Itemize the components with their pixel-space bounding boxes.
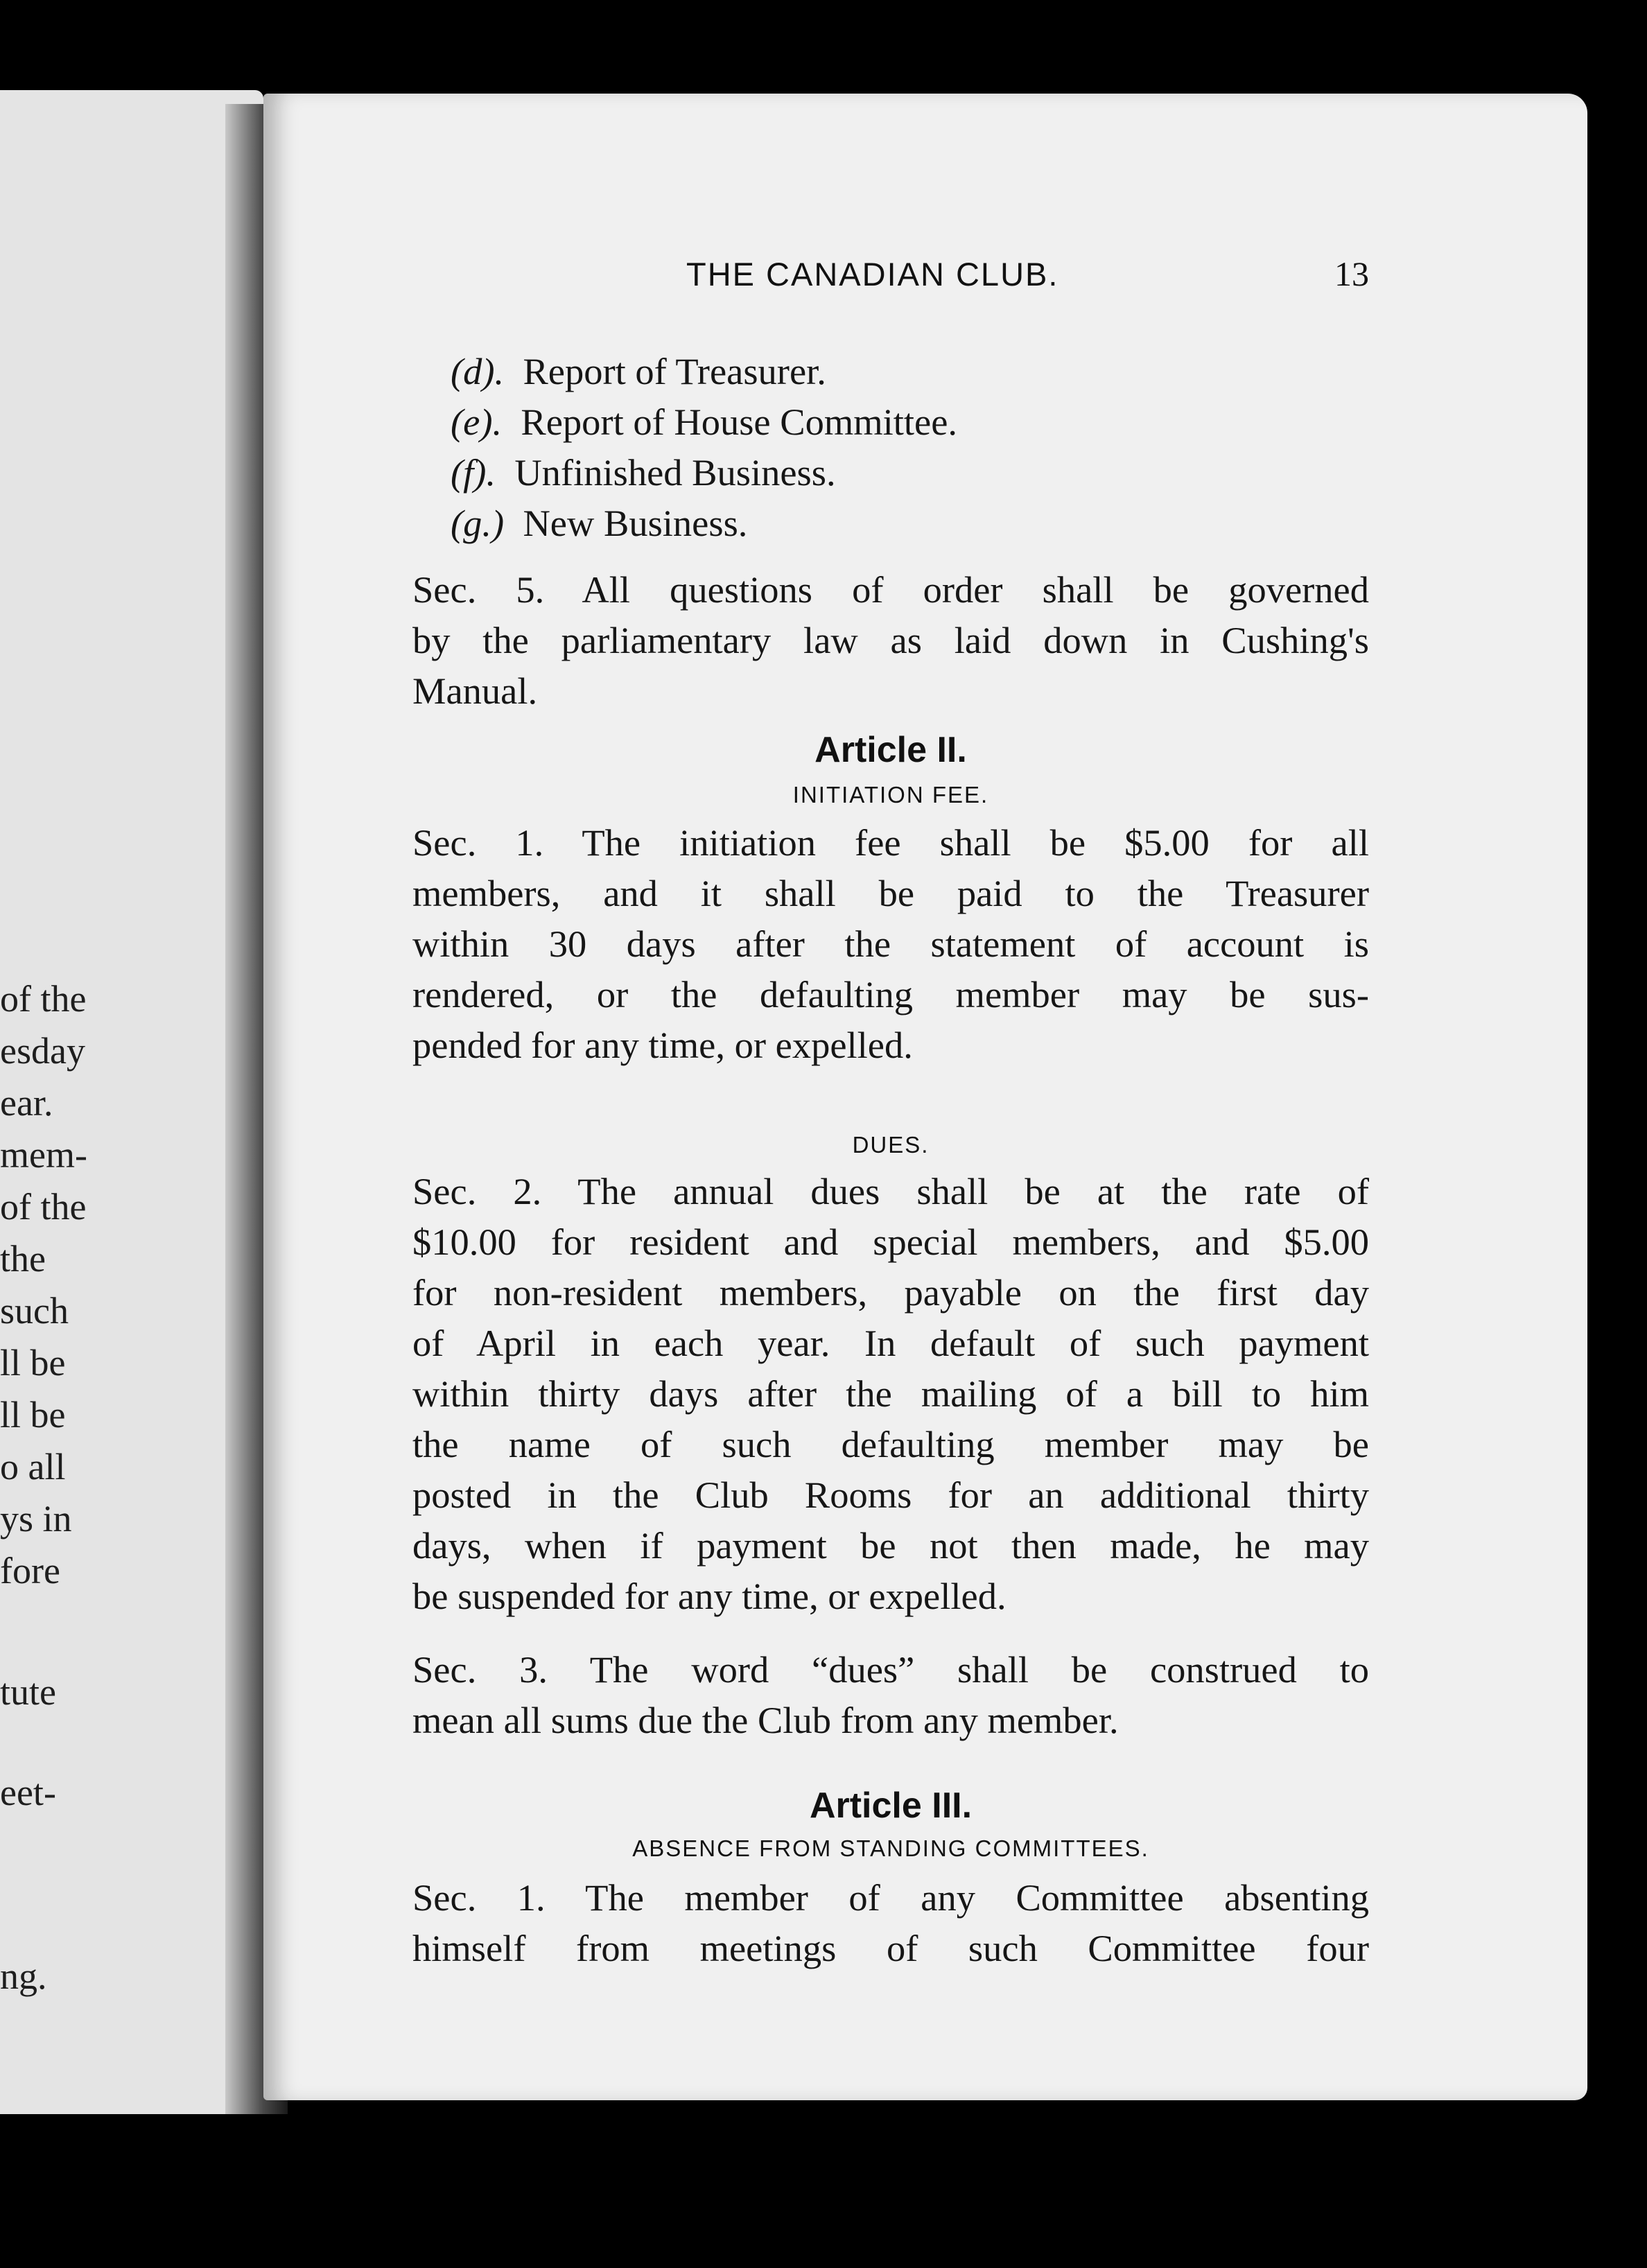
item-text: Unfinished Business. bbox=[514, 451, 836, 494]
left-page-fragment: such bbox=[0, 1290, 69, 1332]
left-page-fragment: the bbox=[0, 1238, 46, 1280]
left-page-fragment: ear. bbox=[0, 1082, 53, 1124]
item-label: (d). bbox=[451, 350, 505, 392]
left-facing-page bbox=[0, 90, 263, 2114]
article2-sec2-line: be suspended for any time, or expelled. bbox=[412, 1575, 1007, 1617]
item-text: Report of House Committee. bbox=[521, 401, 958, 443]
left-page-fragment: o all bbox=[0, 1446, 66, 1488]
article2-sec2-line: Sec. 2. The annual dues shall be at the rate of bbox=[412, 1170, 1369, 1212]
item-label: (e). bbox=[451, 401, 503, 443]
article2-sec2-line: within thirty days after the mailing of a bill to him bbox=[412, 1372, 1369, 1415]
sec5-line: by the parliamentary law as laid down in Cushing's bbox=[412, 619, 1369, 661]
article2-sec1-line: rendered, or the defaulting member may be sus- bbox=[412, 973, 1369, 1015]
page-number: 13 bbox=[1334, 254, 1369, 293]
item-label: (g.) bbox=[451, 502, 505, 544]
sec5-line: Sec. 5. All questions of order shall be governed bbox=[412, 568, 1369, 611]
running-title: THE CANADIAN CLUB. bbox=[686, 256, 1059, 293]
article2-sec2-line: the name of such defaulting member may be bbox=[412, 1423, 1369, 1465]
article2-sec3-line: Sec. 3. The word “dues” shall be construed to bbox=[412, 1648, 1369, 1691]
left-page-fragment: of the bbox=[0, 978, 87, 1020]
left-page-fragment: ys in bbox=[0, 1498, 72, 1539]
list-item bbox=[451, 347, 1407, 396]
article2-sec2-line: $10.00 for resident and special members, and $5.00 bbox=[412, 1221, 1369, 1263]
left-page-fragment: ll be bbox=[0, 1342, 66, 1384]
article-heading: Article III. bbox=[809, 1786, 973, 1826]
sec5-line: Manual. bbox=[412, 670, 538, 712]
article2-sec2-line: for non-resident members, payable on the first day bbox=[412, 1271, 1369, 1314]
left-page-fragment: ll be bbox=[0, 1394, 66, 1436]
dues-subheading: DUES. bbox=[852, 1132, 930, 1158]
article3-sec1-line: Sec. 1. The member of any Committee absenting bbox=[412, 1876, 1369, 1919]
article2-sec2-line: days, when if payment be not then made, he may bbox=[412, 1524, 1369, 1567]
article-heading: Article II. bbox=[814, 730, 967, 770]
item-label: (f). bbox=[451, 451, 496, 494]
left-page-fragment: esday bbox=[0, 1030, 85, 1072]
article3-sec1-line: himself from meetings of such Committee four bbox=[412, 1927, 1369, 1969]
article2-sec1-line: within 30 days after the statement of account is bbox=[412, 923, 1369, 965]
left-page-fragment: eet- bbox=[0, 1772, 56, 1813]
left-page-fragment: tute bbox=[0, 1671, 56, 1713]
article2-sec3-line: mean all sums due the Club from any member. bbox=[412, 1699, 1119, 1741]
left-page-fragment: ng. bbox=[0, 1955, 47, 1997]
item-text: New Business. bbox=[523, 502, 748, 544]
article2-sec1-line: members, and it shall be paid to the Treasurer bbox=[412, 872, 1369, 914]
section-subheading: INITIATION FEE. bbox=[792, 782, 989, 808]
article2-sec2-line: of April in each year. In default of such payment bbox=[412, 1322, 1369, 1364]
item-text: Report of Treasurer. bbox=[523, 350, 826, 392]
left-page-fragment: of the bbox=[0, 1186, 87, 1228]
article2-sec1-line: pended for any time, or expelled. bbox=[412, 1024, 913, 1066]
section-subheading: ABSENCE FROM STANDING COMMITTEES. bbox=[632, 1835, 1149, 1861]
article2-sec1-line: Sec. 1. The initiation fee shall be $5.00 for all bbox=[412, 821, 1369, 864]
list-item bbox=[451, 498, 1407, 548]
list-item bbox=[451, 448, 1407, 498]
list-item bbox=[451, 397, 1407, 447]
left-page-fragment: fore bbox=[0, 1550, 60, 1591]
article2-sec2-line: posted in the Club Rooms for an additional thirty bbox=[412, 1474, 1369, 1516]
left-page-fragment: mem- bbox=[0, 1134, 87, 1176]
